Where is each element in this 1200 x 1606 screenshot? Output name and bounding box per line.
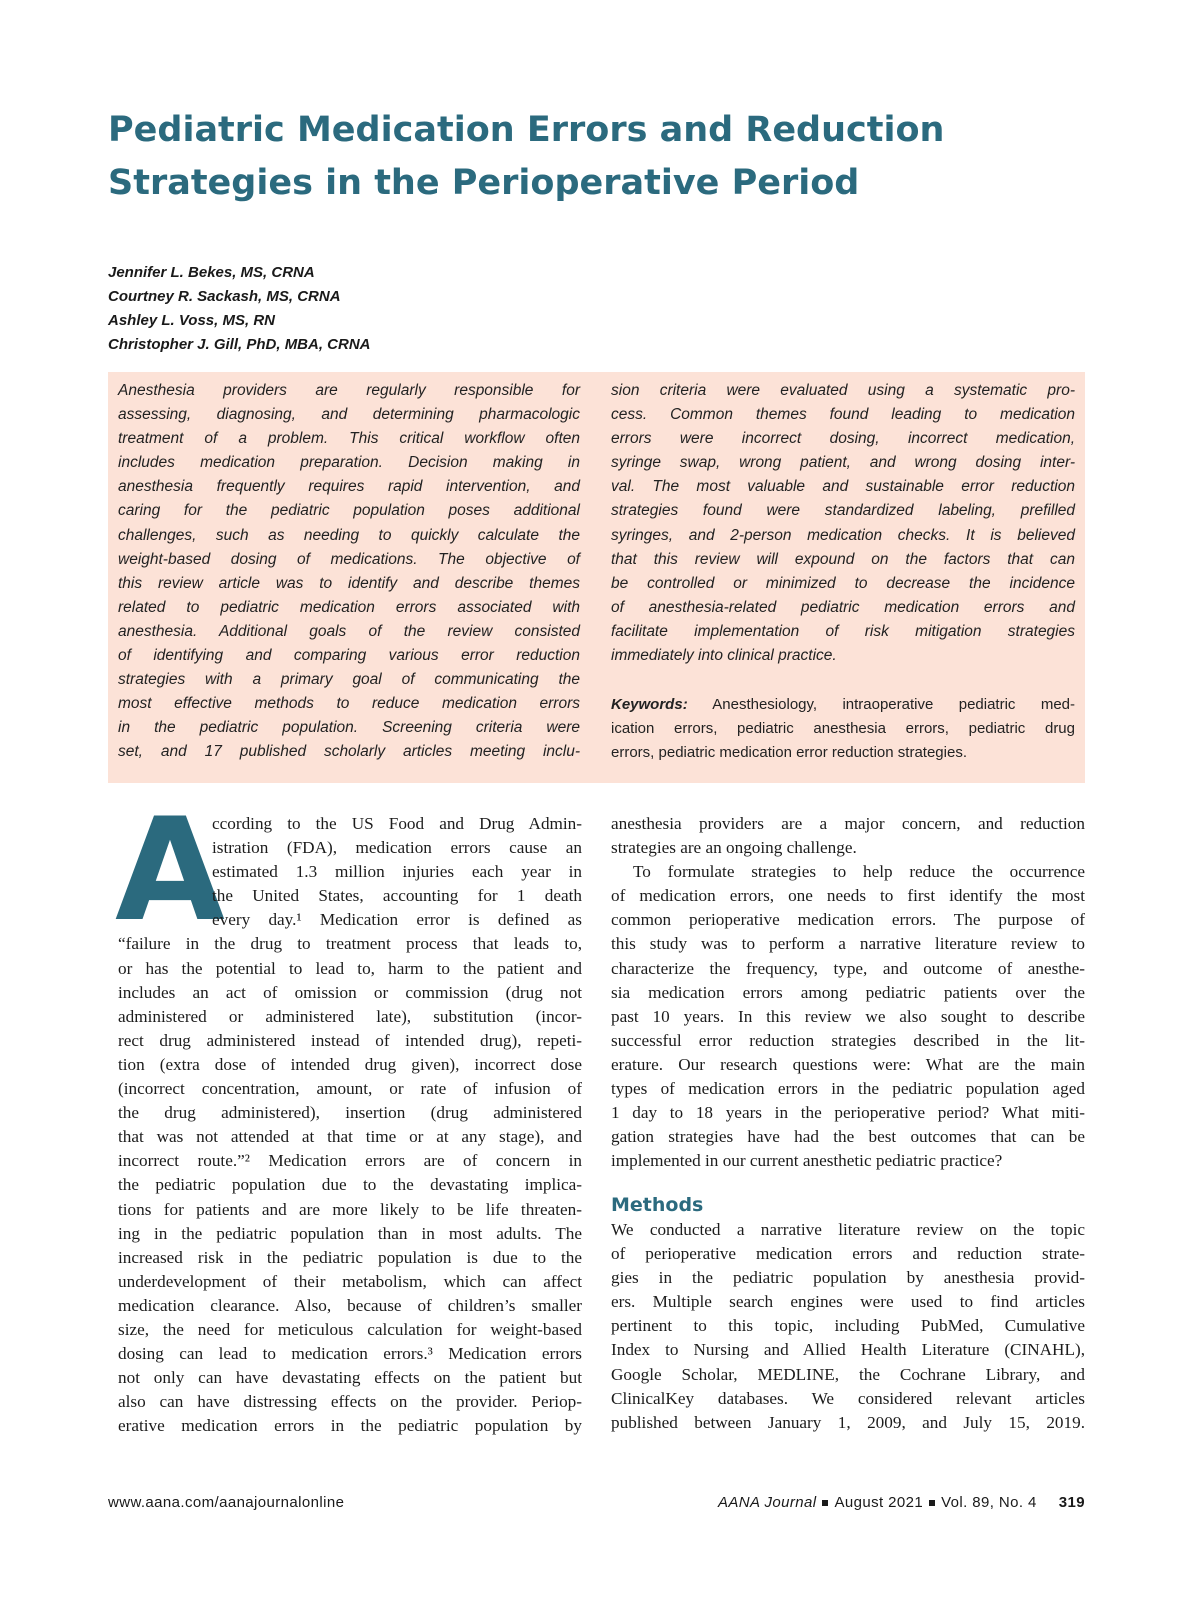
text-line: errors, pediatric medication error reduction strategies. <box>611 744 967 762</box>
text-line: not only can have devastating effects on the patient but <box>118 1368 582 1388</box>
text-line: ClinicalKey databases. We considered relevant articles <box>611 1388 1085 1408</box>
text-line: ccording to the US Food and Drug Admin- <box>212 814 582 833</box>
methods-heading: Methods <box>611 1194 704 1216</box>
text-line: that was not attended at that time or at any stage), and <box>118 1127 582 1147</box>
text-line: includes medication preparation. Decision making in <box>118 454 580 472</box>
text-line: sia medication errors among pediatric patients over the <box>611 982 1085 1002</box>
bullet-icon <box>822 1500 828 1506</box>
text-line: ers. Multiple search engines were used to find articles <box>611 1292 1085 1312</box>
text-line: ing in the pediatric population than in most adults. The <box>118 1223 582 1243</box>
keywords-text: Anesthesiology, intraoperative pediatric med- <box>712 696 1075 713</box>
text-line: immediately into clinical practice. <box>611 647 837 665</box>
text-line: the drug administered), insertion (drug administered <box>118 1103 582 1123</box>
body-right-column <box>611 812 1085 1173</box>
text-line: be controlled or minimized to decrease the incidence <box>611 574 1075 592</box>
author: Christopher J. Gill, PhD, MBA, CRNA <box>108 336 371 353</box>
text-line: the United States, accounting for 1 death <box>212 886 582 906</box>
text-line: incorrect route.”² Medication errors are of concern in <box>118 1151 582 1171</box>
text-line: dosing can lead to medication errors.³ Medication errors <box>118 1344 582 1364</box>
text-line: challenges, such as needing to quickly calculate the <box>118 526 580 544</box>
body-left-column <box>118 812 582 1438</box>
author: Jennifer L. Bekes, MS, CRNA <box>108 264 315 281</box>
text-line: of anesthesia-related pediatric medication errors and <box>611 598 1075 616</box>
text-line: administered or administered late), substitution (incor- <box>118 1006 582 1026</box>
journal-footer <box>718 1494 1085 1511</box>
text-line <box>611 693 1075 717</box>
text-line: this review article was to identify and describe themes <box>118 574 580 592</box>
drop-cap: A <box>115 788 225 953</box>
text-line: anesthesia. Additional goals of the review consisted <box>118 622 580 640</box>
bullet-icon <box>929 1500 935 1506</box>
text-line: the pediatric population due to the devastating implica- <box>118 1175 582 1195</box>
text-line: errors were incorrect dosing, incorrect medication, <box>611 430 1075 448</box>
text-line: successful error reduction strategies described in the lit- <box>611 1030 1085 1050</box>
journal-name: AANA Journal <box>717 1494 817 1511</box>
text-line: most effective methods to reduce medication errors <box>118 695 580 713</box>
text-line: To formulate strategies to help reduce the occurrence <box>633 862 1085 882</box>
text-line: syringes, and 2-person medication checks. It is believed <box>611 526 1075 544</box>
text-line: in the pediatric population. Screening criteria were <box>118 719 580 737</box>
paragraph <box>611 860 1085 1173</box>
text-line: published between January 1, 2009, and July 15, 2019. <box>611 1412 1085 1432</box>
paragraph <box>611 812 1085 860</box>
text-line: Google Scholar, MEDLINE, the Cochrane Library, and <box>611 1364 1085 1384</box>
text-line: underdevelopment of their metabolism, which can affect <box>118 1271 582 1291</box>
title-line: Pediatric Medication Errors and Reduction <box>108 110 945 150</box>
text-line: sion criteria were evaluated using a systematic pro- <box>611 382 1075 399</box>
text-line: rect drug administered instead of intended drug), repeti- <box>118 1030 582 1050</box>
text-line: anesthesia frequently requires rapid intervention, and <box>118 478 580 496</box>
title-line: Strategies in the Perioperative Period <box>108 163 860 203</box>
text-line: or has the potential to lead to, harm to the patient and <box>118 958 582 978</box>
volume-issue: Vol. 89, No. 4 <box>941 1494 1037 1511</box>
text-line: this study was to perform a narrative literature review to <box>611 934 1085 954</box>
text-line: istration (FDA), medication errors cause an <box>212 838 582 858</box>
text-line: caring for the pediatric population poses additional <box>118 502 580 520</box>
text-line: medication clearance. Also, because of children’s smaller <box>118 1295 582 1315</box>
text-line: strategies with a primary goal of communicating the <box>118 671 580 689</box>
text-line: types of medication errors in the pediatric population aged <box>611 1079 1085 1099</box>
text-line: treatment of a problem. This critical workflow often <box>118 430 580 448</box>
text-line: tions for patients and are more likely to be life threaten- <box>118 1199 582 1219</box>
text-line: anesthesia providers are a major concern, and reduction <box>611 814 1085 833</box>
text-line: past 10 years. In this review we also sought to describe <box>611 1006 1085 1026</box>
text-line: tion (extra dose of intended drug given), incorrect dose <box>118 1054 582 1074</box>
article-title <box>108 104 1068 210</box>
text-line: size, the need for meticulous calculation for weight-based <box>118 1319 582 1339</box>
text-line: assessing, diagnosing, and determining pharmacologic <box>118 406 580 424</box>
text-line: Anesthesia providers are regularly responsible for <box>118 382 580 399</box>
text-line: of medication errors, one needs to first identify the most <box>611 886 1085 906</box>
text-line: weight-based dosing of medications. The objective of <box>118 550 580 568</box>
text-line: gies in the pediatric population by anesthesia provid- <box>611 1268 1085 1288</box>
text-line: ication errors, pediatric anesthesia errors, pediatric drug <box>611 720 1075 738</box>
text-line: of identifying and comparing various error reduction <box>118 647 580 665</box>
abstract-right-column <box>611 379 1075 668</box>
text-line: related to pediatric medication errors associated with <box>118 598 580 616</box>
text-line: 1 day to 18 years in the perioperative period? What miti- <box>611 1103 1085 1123</box>
author-list <box>108 261 371 357</box>
keywords <box>611 693 1075 765</box>
text-line: common perioperative medication errors. The purpose of <box>611 910 1085 930</box>
text-line: val. The most valuable and sustainable error reduction <box>611 478 1075 496</box>
text-line: every day.¹ Medication error is defined as <box>212 910 582 930</box>
text-line: erature. Our research questions were: What are the main <box>611 1054 1085 1074</box>
text-line: erative medication errors in the pediatric population by <box>118 1416 582 1436</box>
keywords-label: Keywords: <box>611 696 688 713</box>
text-line: “failure in the drug to treatment process that leads to, <box>118 934 582 954</box>
text-line: Index to Nursing and Allied Health Literature (CINAHL), <box>611 1340 1085 1360</box>
text-line: strategies found were standardized labeling, prefilled <box>611 502 1075 520</box>
author: Courtney R. Sackash, MS, CRNA <box>108 288 341 305</box>
text-line: We conducted a narrative literature review on the topic <box>611 1220 1085 1239</box>
text-line: gation strategies have had the best outcomes that can be <box>611 1127 1085 1147</box>
abstract-left-column <box>118 379 580 765</box>
text-line: estimated 1.3 million injuries each year in <box>212 862 582 882</box>
text-line: that this review will expound on the factors that can <box>611 550 1075 568</box>
methods-paragraph <box>611 1218 1085 1435</box>
issue-date: August 2021 <box>834 1494 924 1511</box>
text-line: pertinent to this topic, including PubMed, Cumulative <box>611 1316 1085 1336</box>
text-line: set, and 17 published scholarly articles meeting inclu- <box>118 743 580 761</box>
text-line: characterize the frequency, type, and outcome of anesthe- <box>611 958 1085 978</box>
text-line: also can have distressing effects on the provider. Periop- <box>118 1392 582 1412</box>
author: Ashley L. Voss, MS, RN <box>108 312 275 329</box>
text-line: includes an act of omission or commission (drug not <box>118 982 582 1002</box>
text-line: increased risk in the pediatric population is due to the <box>118 1247 582 1267</box>
text-line: facilitate implementation of risk mitigation strategies <box>611 622 1075 640</box>
text-line: syringe swap, wrong patient, and wrong dosing inter- <box>611 454 1075 472</box>
page-number: 319 <box>1058 1494 1085 1511</box>
text-line: of perioperative medication errors and reduction strate- <box>611 1244 1085 1264</box>
text-line: (incorrect concentration, amount, or rate of infusion of <box>118 1079 582 1099</box>
text-line: strategies are an ongoing challenge. <box>611 838 857 858</box>
journal-url[interactable]: www.aana.com/aanajournalonline <box>108 1494 345 1511</box>
text-line: cess. Common themes found leading to medication <box>611 406 1075 424</box>
text-line: implemented in our current anesthetic pediatric practice? <box>611 1151 1003 1171</box>
